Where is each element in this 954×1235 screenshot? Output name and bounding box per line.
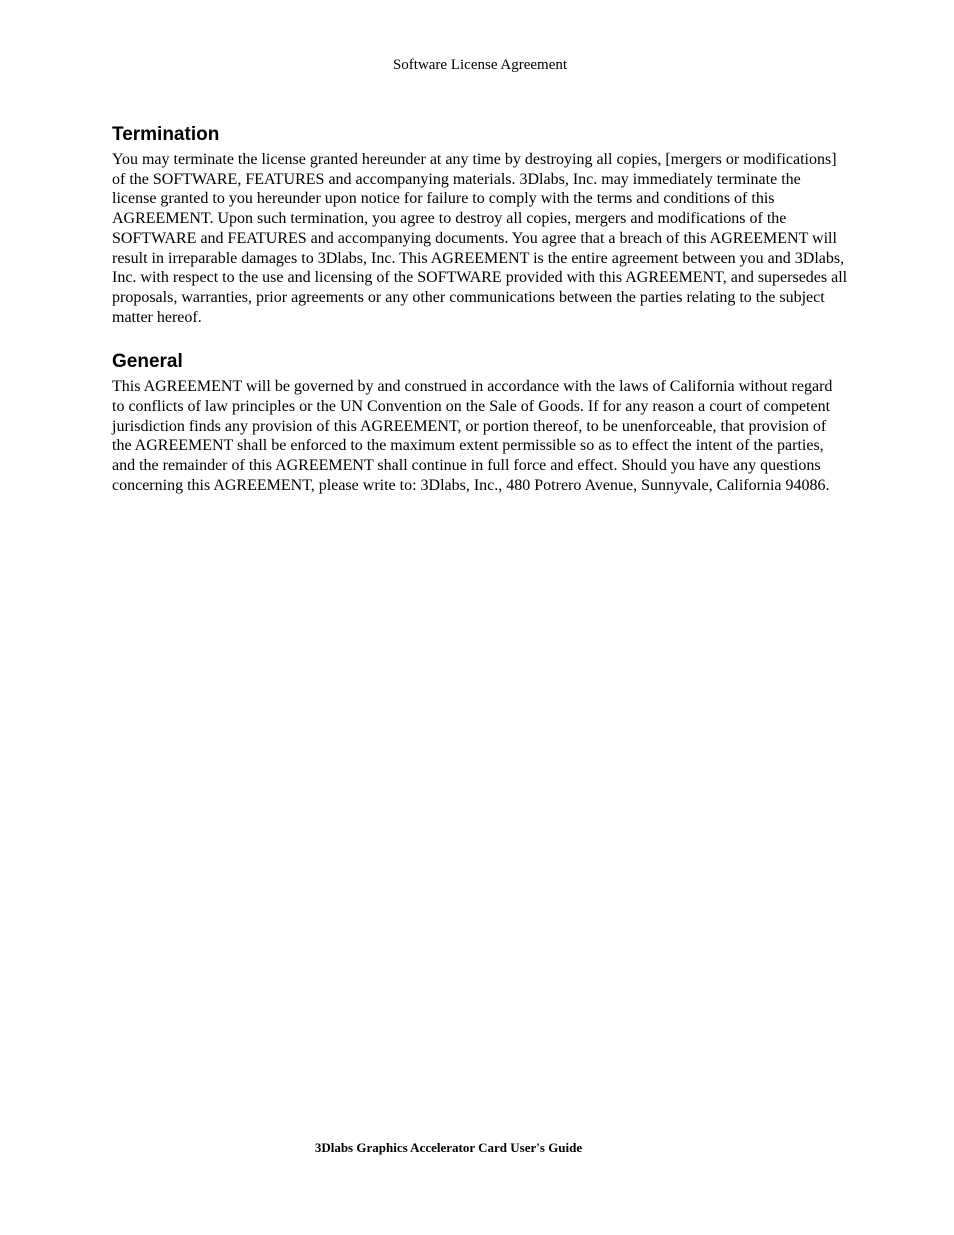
document-body xyxy=(112,124,848,496)
section-termination xyxy=(112,124,848,327)
section-body-general: This AGREEMENT will be governed by and construed in accordance with the laws of California without regard to conflicts of law principles or the UN Convention on the Sale of Goods. If for any reason a court of competent jurisdiction finds any provision of this AGREEMENT, or portion thereof, to be unenforceable, that provision of the AGREEMENT shall be enforced to the maximum extent permissible so as to effect the intent of the parties, and the remainder of this AGREEMENT shall continue in full force and effect. Should you have any questions concerning this AGREEMENT, please write to: 3Dlabs, Inc., 480 Potrero Avenue, Sunnyvale, California 94086. xyxy=(112,378,833,494)
section-general xyxy=(112,351,848,495)
section-heading-general: General xyxy=(112,351,183,373)
section-body-termination: You may terminate the license granted hereunder at any time by destroying all copies, [mergers or modifications] of the SOFTWARE, FEATURES and accompanying materials. 3Dlabs, Inc. may immediately terminate the license granted to you hereunder upon notice for failure to comply with the terms and conditions of this AGREEMENT. Upon such termination, you agree to destroy all copies, mergers and modifications of the SOFTWARE and FEATURES and accompanying documents. You agree that a breach of this AGREEMENT will result in irreparable damages to 3Dlabs, Inc. This AGREEMENT is the entire agreement between you and 3Dlabs, Inc. with respect to the use and licensing of the SOFTWARE provided with this AGREEMENT, and supersedes all proposals, warranties, prior agreements or any other communications between the parties relating to the subject matter hereof. xyxy=(112,151,848,326)
running-header: Software License Agreement xyxy=(392,57,568,73)
section-heading-termination: Termination xyxy=(112,124,220,145)
running-footer: 3Dlabs Graphics Accelerator Card User's Guide xyxy=(314,1140,583,1155)
